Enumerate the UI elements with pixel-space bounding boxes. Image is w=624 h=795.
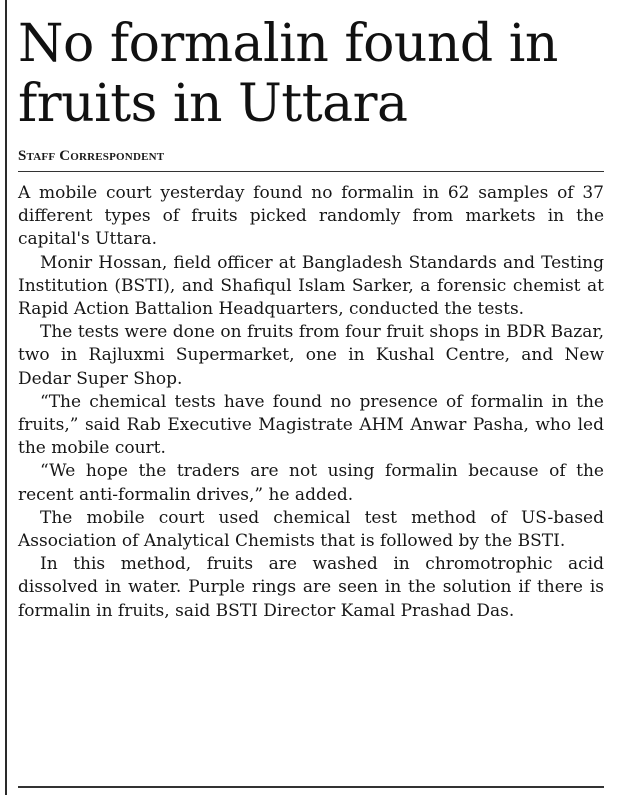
paragraph-5: “We hope the traders are not using formalin because of the recent anti-formalin drives,” he added. — [18, 461, 604, 505]
paragraph-4: “The chemical tests have found no presence of formalin in the fruits,” said Rab Executive Magistrate AHM Anwar Pasha, who led the mobile court. — [18, 391, 604, 459]
paragraph-7: In this method, fruits are washed in chromotrophic acid dissolved in water. Purple rings are seen in the solution if there is formalin in fruits, said BSTI Director Kamal Prashad Das. — [18, 554, 604, 621]
left-column-rule — [5, 0, 7, 795]
headline: No formalin found in fruits in Uttara — [18, 14, 558, 134]
byline: Staff Correspondent — [18, 148, 604, 172]
article-body — [18, 182, 604, 623]
paragraph-1: A mobile court yesterday found no formalin in 62 samples of 37 different types of fruits picked randomly from markets in the capital's Uttara. — [18, 183, 604, 250]
paragraph-6: The mobile court used chemical test method of US-based Association of Analytical Chemists that is followed by the BSTI. — [18, 507, 604, 552]
news-article — [18, 14, 604, 623]
paragraph-3: The tests were done on fruits from four fruit shops in BDR Bazar, two in Rajluxmi Supermarket, one in Kushal Centre, and New Dedar Super Shop. — [18, 322, 604, 389]
bottom-rule — [18, 786, 604, 788]
paragraph-2: Monir Hossan, field officer at Bangladesh Standards and Testing Institution (BSTI), and Shafiqul Islam Sarker, a forensic chemist at Rapid Action Battalion Headquarters, conducted the tests. — [18, 252, 604, 320]
